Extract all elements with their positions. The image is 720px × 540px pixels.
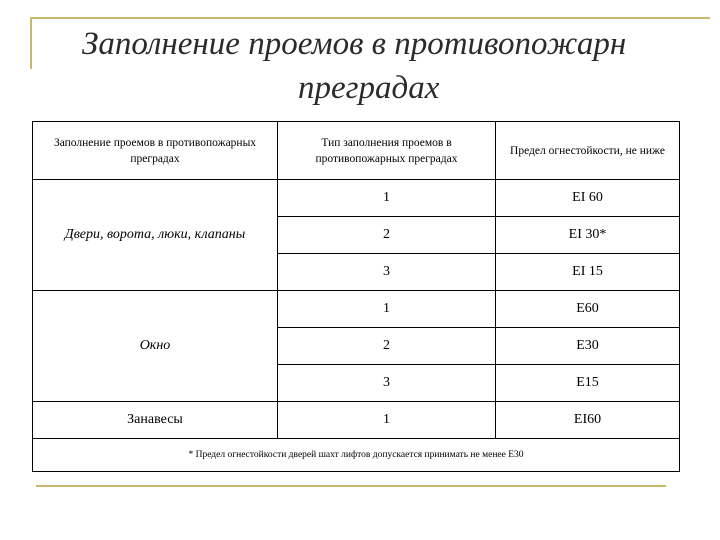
- limit-cell: E15: [496, 365, 680, 402]
- table-header-row: [33, 122, 680, 180]
- slide-title-line1: Заполнение проемов в противопожарн: [82, 26, 627, 62]
- type-cell: 3: [278, 254, 496, 291]
- group-name: Окно: [139, 338, 171, 353]
- limit-cell: EI60: [496, 402, 680, 439]
- group-name: Двери, ворота, люки, клапаны: [64, 227, 246, 242]
- type-cell: 1: [278, 291, 496, 328]
- table-row: [33, 402, 680, 439]
- table-note-row: [33, 439, 680, 472]
- table-footnote: * Предел огнестойкости дверей шахт лифтов допускается принимать не менее Е30: [33, 439, 680, 472]
- limit-cell: E30: [496, 328, 680, 365]
- type-cell: 1: [278, 180, 496, 217]
- header-type: Тип заполнения проемов в противопожарных преградах: [278, 122, 496, 180]
- type-cell: 1: [278, 402, 496, 439]
- group-cell-window: [33, 291, 278, 402]
- bottom-divider: [36, 485, 666, 487]
- group-cell-curtains: [33, 402, 278, 439]
- header-filling: Заполнение проемов в противопожарных преградах: [33, 122, 278, 180]
- type-cell: 3: [278, 365, 496, 402]
- limit-cell: E60: [496, 291, 680, 328]
- limit-cell: EI 30*: [496, 217, 680, 254]
- group-cell-doors: [33, 180, 278, 291]
- header-limit: Предел огнестойкости, не ниже: [496, 122, 680, 180]
- fire-barrier-table: [32, 121, 680, 472]
- type-cell: 2: [278, 328, 496, 365]
- title-area: [0, 0, 720, 120]
- type-cell: 2: [278, 217, 496, 254]
- table-row: [33, 180, 680, 217]
- group-name: Занавесы: [127, 412, 183, 427]
- slide-title-line2: преградах: [298, 70, 440, 106]
- limit-cell: EI 60: [496, 180, 680, 217]
- limit-cell: EI 15: [496, 254, 680, 291]
- table-row: [33, 291, 680, 328]
